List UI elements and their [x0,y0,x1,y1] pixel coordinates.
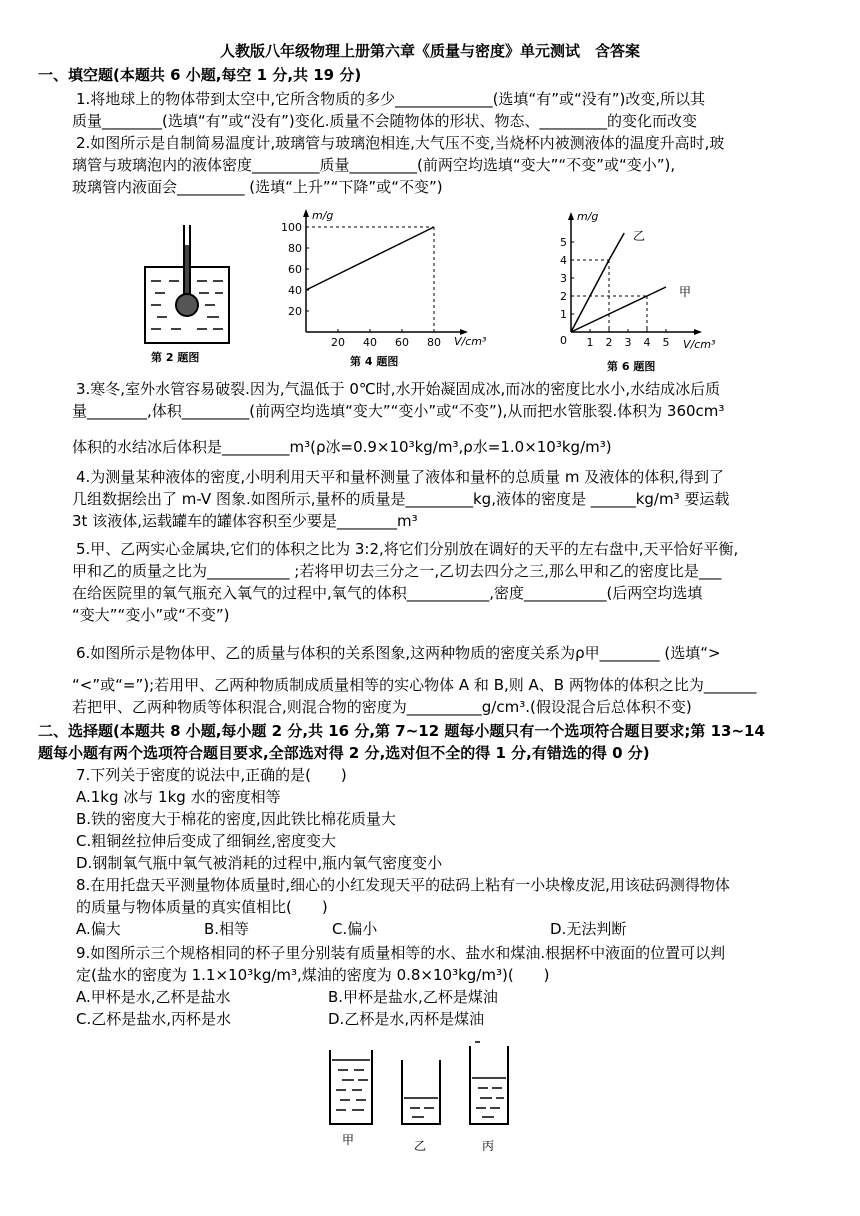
q4-line: 4.为测量某种液体的密度,小明利用天平和量杯测量了液体和量杯的总质量 m 及液体的体积,得到了 [76,468,724,486]
q2-line: 玻璃管内液面会_________ (选填“上升”“下降”或“不变”) [72,178,443,196]
question-5 [72,538,820,626]
origin-label: 0 [560,334,567,347]
cup-label: 甲 [342,1133,355,1147]
q9-option: C.乙杯是盐水,丙杯是水 [76,1010,232,1028]
q7-option: A.1kg 冰与 1kg 水的密度相等 [76,788,281,806]
q6-line: 若把甲、乙两种物质等体积混合,则混合物的密度为__________g/cm³.(假设混合后总体积不变) [72,698,692,716]
series-label-jia: 甲 [679,285,692,299]
question-7 [76,764,820,874]
x-tick-label: 60 [395,336,409,349]
x-tick-label: 40 [363,336,377,349]
question-1 [72,88,820,132]
section-heading-fill-blank: 一、填空题(本题共 6 小题,每空 1 分,共 19 分) [38,66,362,84]
x-axis-label: V/cm³ [683,338,716,351]
q8-options [76,918,820,940]
figure-6-chart [555,210,735,375]
q9-option: B.甲杯是盐水,乙杯是煤油 [328,988,498,1006]
figure-2-thermometer [135,225,255,365]
q9-option: D.乙杯是水,丙杯是煤油 [328,1010,485,1028]
x-axis-label: V/cm³ [454,335,487,348]
figure-4-caption: 第 4 题图 [350,355,399,368]
y-axis-label: m/g [577,210,599,223]
q6-line: “<”或“=”);若用甲、乙两种物质制成质量相等的实心物体 A 和 B,则 A、B 两物体的体积之比为_______ [72,676,757,694]
q9-option: A.甲杯是水,乙杯是盐水 [76,988,231,1006]
q8-option: B.相等 [204,920,250,938]
section2-line: 二、选择题(本题共 8 小题,每小题 2 分,共 16 分,第 7~12 题每小题只有一个选项符合题目要求;第 13~14 [38,722,765,740]
figure-9-cups [320,1040,520,1160]
x-tick-label: 2 [605,336,613,349]
question-3 [72,378,820,458]
q7-option: D.钢制氧气瓶中氧气被消耗的过程中,瓶内氧气密度变小 [76,854,443,872]
q5-line: 甲和乙的质量之比为___________ ;若将甲切去三分之一,乙切去四分之三,那么甲和乙的密度比是___ [72,562,722,580]
series-line [306,227,434,290]
series-label-yi: 乙 [633,229,646,243]
x-tick-label: 1 [586,336,594,349]
q5-line: 在给医院里的氧气瓶充入氧气的过程中,氧气的体积___________,密度___________(后两空均选填 [72,584,703,602]
y-tick-label: 4 [560,254,567,267]
section2-line: 题每小题有两个选项符合题目要求,全部选对得 2 分,选对但不全的得 1 分,有错选的得 0 分) [38,744,650,762]
series-line-yi [571,233,624,332]
x-tick-label: 80 [427,336,441,349]
x-tick-label: 4 [643,336,651,349]
q8-stem: 8.在用托盘天平测量物体质量时,细心的小红发现天平的砝码上粘有一小块橡皮泥,用该砝码测得物体 [76,876,730,894]
q2-line: 2.如图所示是自制简易温度计,玻璃管与玻璃泡相连,大气压不变,当烧杯内被测液体的温度升高时,玻 [76,134,725,152]
q8-option: D.无法判断 [550,920,627,938]
y-tick-label: 60 [288,263,302,276]
q7-option: B.铁的密度大于棉花的密度,因此铁比棉花质量大 [76,810,396,828]
q3-line: 量________,体积_________(前两空均选填“变大”“变小”或“不变”),从而把水管胀裂.体积为 360cm³ [72,402,725,420]
q7-stem: 7.下列关于密度的说法中,正确的是( ) [76,766,347,784]
q4-line: 3t 该液体,运载罐车的罐体容积至少要是________m³ [72,512,418,530]
figure-6-caption: 第 6 题图 [607,360,656,373]
q1-line: 质量________(选填“有”或“没有”)变化.质量不会随物体的形状、物态、_________的变化而改变 [72,112,698,130]
q8-option: A.偏大 [76,920,121,938]
question-6 [72,642,820,718]
y-axis-label: m/g [312,209,334,222]
y-tick-label: 3 [560,272,567,285]
q3-line: 3.寒冬,室外水管容易破裂.因为,气温低于 0℃时,水开始凝固成冰,而冰的密度比水小,水结成冰后质 [76,380,721,398]
q3-line: 体积的水结冰后体积是_________m³(ρ冰=0.9×10³kg/m³,ρ水=1.0×10³kg/m³) [72,438,612,456]
q9-options-row [76,1008,820,1030]
q5-line: “变大”“变小”或“不变”) [72,606,230,624]
x-tick-label: 5 [662,336,670,349]
x-tick-label: 3 [624,336,632,349]
q4-line: 几组数据绘出了 m-V 图象.如图所示,量杯的质量是_________kg,液体的密度是 ______kg/m³ 要运载 [72,490,730,508]
cup-label: 乙 [414,1139,427,1153]
question-8 [76,874,820,940]
y-tick-label: 80 [288,242,302,255]
x-tick-label: 20 [331,336,345,349]
page-title: 人教版八年级物理上册第六章《质量与密度》单元测试 含答案 [219,42,640,60]
q2-line: 璃管与玻璃泡内的液体密度_________质量_________(前两空均选填“变大”“不变”或“变小”), [72,156,676,174]
y-tick-label: 20 [288,305,302,318]
question-2 [72,132,820,198]
q7-option: C.粗铜丝拉伸后变成了细铜丝,密度变大 [76,832,337,850]
q8-option: C.偏小 [332,920,378,938]
q9-stem: 9.如图所示三个规格相同的杯子里分别装有质量相等的水、盐水和煤油.根据杯中液面的位置可以判 [76,944,726,962]
q9-options-row [76,986,820,1008]
figure-4-chart [276,205,506,370]
y-tick-label: 1 [560,308,567,321]
figure-2-caption: 第 2 题图 [151,351,200,364]
q8-stem: 的质量与物体质量的真实值相比( ) [76,898,328,916]
q1-line: 1.将地球上的物体带到太空中,它所含物质的多少_____________(选填“有”或“没有”)改变,所以其 [76,90,706,108]
y-tick-label: 2 [560,290,567,303]
question-4 [72,466,820,532]
question-9 [76,942,820,1030]
y-tick-label: 100 [281,221,302,234]
q5-line: 5.甲、乙两实心金属块,它们的体积之比为 3:2,将它们分别放在调好的天平的左右盘中,天平恰好平衡, [76,540,739,558]
section-heading-choice [38,720,765,764]
y-tick-label: 5 [560,236,567,249]
q9-stem: 定(盐水的密度为 1.1×10³kg/m³,煤油的密度为 0.8×10³kg/m³)( ) [76,966,550,984]
q6-line: 6.如图所示是物体甲、乙的质量与体积的关系图象,这两种物质的密度关系为ρ甲________ (选填“> [76,644,721,662]
cup-label: 丙 [482,1139,495,1153]
series-line-jia [571,287,666,332]
y-tick-label: 40 [288,284,302,297]
